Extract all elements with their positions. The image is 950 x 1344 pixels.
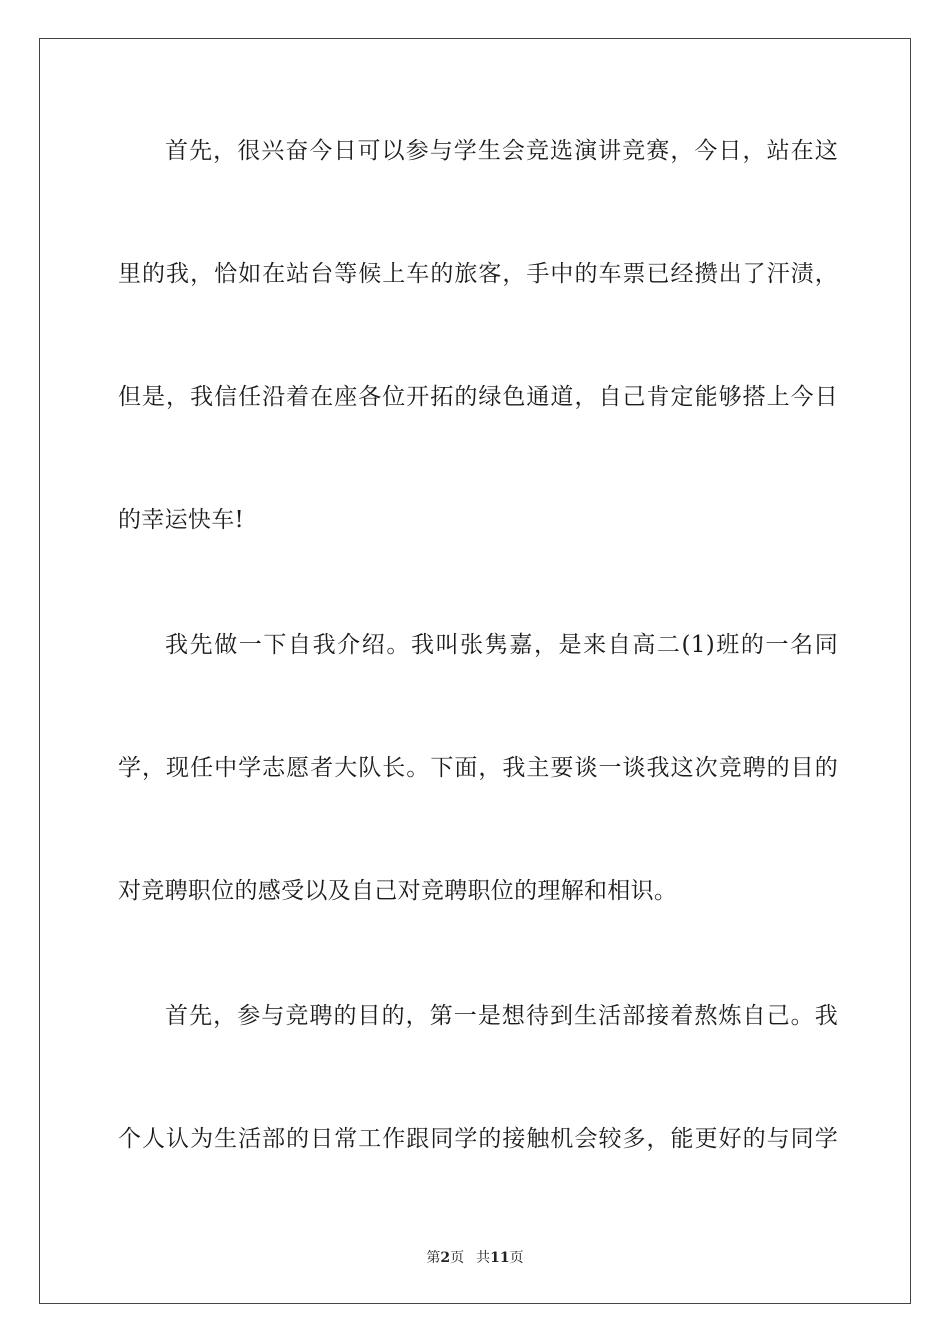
paragraph-3-line-2: 个人认为生活部的日常工作跟同学的接触机会较多，能更好的与同学 xyxy=(118,1126,838,1152)
footer-total-prefix: 共 xyxy=(476,1250,491,1266)
footer-page-suffix: 页 xyxy=(450,1250,465,1266)
footer-total-pages: 11 xyxy=(490,1250,510,1266)
paragraph-1-line-4: 的幸运快车! xyxy=(118,507,245,533)
paragraph-3-line-1: 首先，参与竞聘的目的，第一是想待到生活部接着熬炼自己。我 xyxy=(165,1003,838,1029)
paragraph-1-line-1: 首先，很兴奋今日可以参与学生会竞选演讲竞赛，今日，站在这 xyxy=(165,138,838,164)
footer-page-number: 2 xyxy=(440,1250,451,1266)
footer-page-prefix: 第 xyxy=(426,1250,441,1266)
paragraph-2-line-3: 对竞聘职位的感受以及自己对竞聘职位的理解和相识。 xyxy=(118,878,678,904)
page-footer xyxy=(0,1249,950,1267)
page-frame xyxy=(39,38,911,1304)
paragraph-1-line-2: 里的我，恰如在站台等候上车的旅客，手中的车票已经攒出了汗渍， xyxy=(118,261,838,287)
footer-total-suffix: 页 xyxy=(509,1250,524,1266)
paragraph-1-line-3: 但是，我信任沿着在座各位开拓的绿色通道，自己肯定能够搭上今日 xyxy=(118,384,838,410)
paragraph-2-line-1: 我先做一下自我介绍。我叫张隽嘉，是来自高二(1)班的一名同 xyxy=(165,632,838,658)
paragraph-2-line-2: 学，现任中学志愿者大队长。下面，我主要谈一谈我这次竞聘的目的 xyxy=(118,755,838,781)
